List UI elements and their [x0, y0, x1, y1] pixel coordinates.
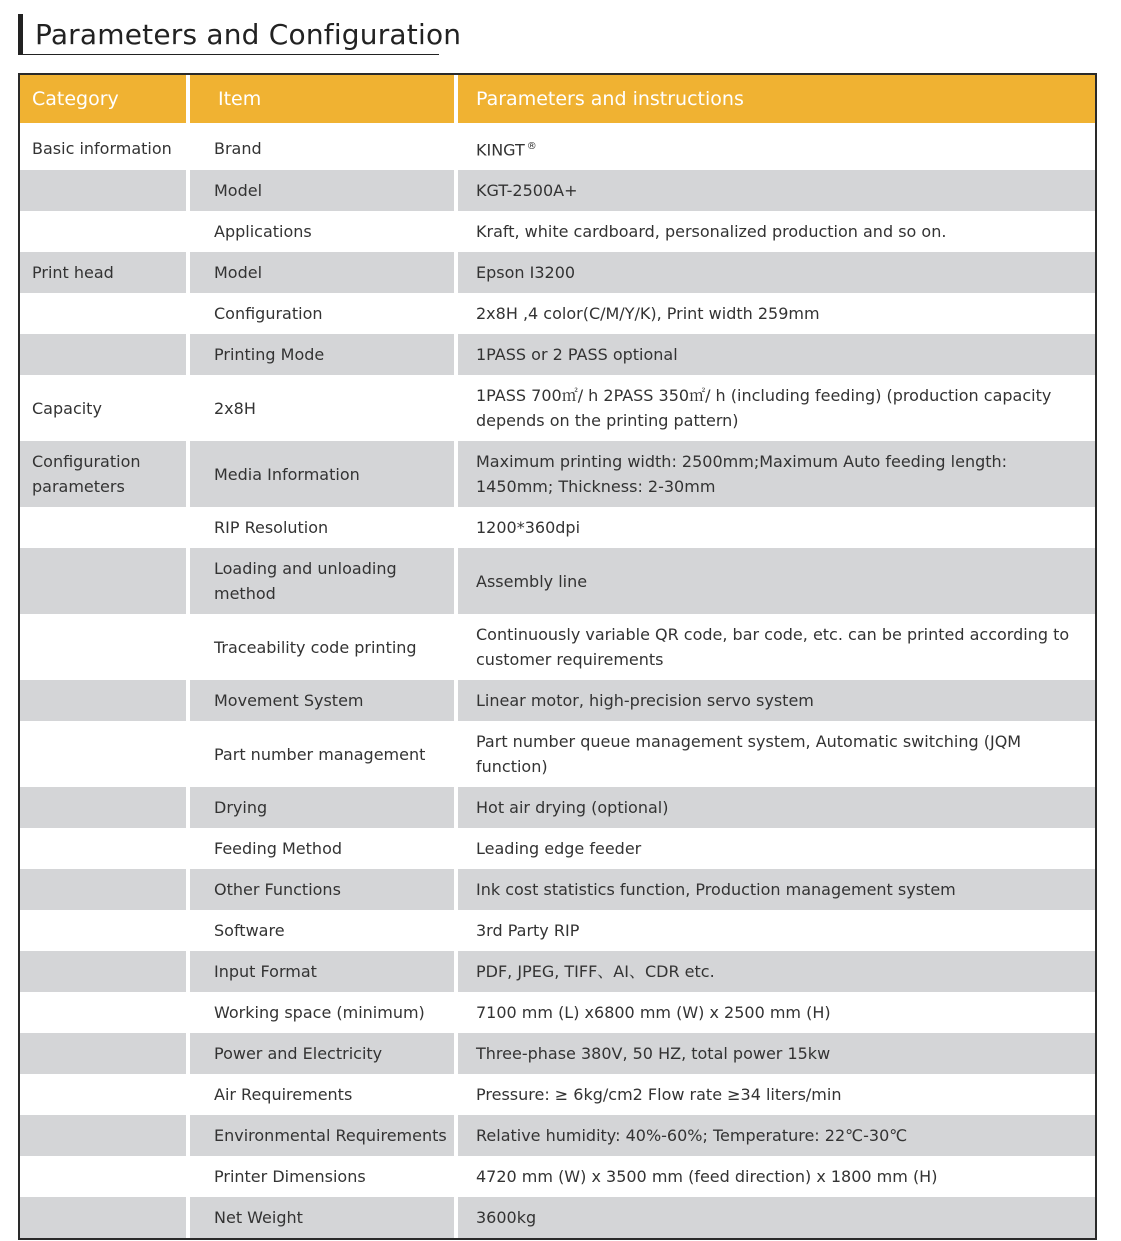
param-cell: [456, 125, 1095, 171]
table-row: [20, 787, 1095, 828]
table-row: [20, 211, 1095, 252]
param-text: 2x8H ,4 color(C/M/Y/K), Print width 259mm: [476, 304, 820, 324]
param-cell: [456, 548, 1095, 614]
param-cell: [456, 375, 1095, 441]
category-cell: [20, 910, 188, 951]
item-cell: Net Weight: [188, 1197, 456, 1238]
category-cell: Configuration parameters: [20, 441, 188, 507]
param-cell: [456, 680, 1095, 721]
param-text: Assembly line: [476, 571, 588, 591]
table-row: [20, 334, 1095, 375]
category-cell: Print head: [20, 252, 188, 293]
table-row: [20, 1197, 1095, 1238]
item-cell: Drying: [188, 787, 456, 828]
param-cell: [456, 992, 1095, 1033]
param-cell: [456, 1197, 1095, 1238]
param-text: Part number queue management system, Automatic switching (JQM function): [476, 732, 1022, 777]
item-cell: Configuration: [188, 293, 456, 334]
param-cell: [456, 1115, 1095, 1156]
item-cell: Media Information: [188, 441, 456, 507]
item-cell: Applications: [188, 211, 456, 252]
param-cell: [456, 951, 1095, 992]
section-heading: [18, 14, 462, 55]
param-cell: [456, 1033, 1095, 1074]
item-cell: Part number management: [188, 721, 456, 787]
table-row: [20, 721, 1095, 787]
table-row: [20, 869, 1095, 910]
param-text: Maximum printing width: 2500mm;Maximum Auto feeding length: 1450mm; Thickness: 2-30mm: [476, 452, 1008, 497]
table-body: [20, 125, 1095, 1239]
item-cell: Printing Mode: [188, 334, 456, 375]
registered-trademark-icon: ®: [526, 141, 537, 152]
category-cell: [20, 1197, 188, 1238]
category-cell: [20, 293, 188, 334]
param-cell: [456, 441, 1095, 507]
table-row: [20, 951, 1095, 992]
category-cell: [20, 1115, 188, 1156]
column-header-params: Parameters and instructions: [456, 75, 1095, 125]
table-row: [20, 1115, 1095, 1156]
param-cell: [456, 1156, 1095, 1197]
item-cell: 2x8H: [188, 375, 456, 441]
category-cell: Capacity: [20, 375, 188, 441]
param-text: 1PASS or 2 PASS optional: [476, 345, 678, 365]
param-text: 1PASS 700㎡/ h 2PASS 350㎡/ h (including feeding) (production capacity depends on the printing pattern): [476, 386, 1052, 431]
category-cell: [20, 1033, 188, 1074]
item-cell: Other Functions: [188, 869, 456, 910]
param-text: 3600kg: [476, 1208, 537, 1228]
table-row: [20, 293, 1095, 334]
category-cell: [20, 1074, 188, 1115]
category-cell: [20, 548, 188, 614]
param-cell: [456, 787, 1095, 828]
item-cell: Model: [188, 170, 456, 211]
param-cell: [456, 828, 1095, 869]
table-header-row: [20, 75, 1095, 125]
table-row: [20, 507, 1095, 548]
param-text: KINGT: [476, 140, 525, 160]
param-text: Leading edge feeder: [476, 839, 642, 859]
table-row: [20, 170, 1095, 211]
category-cell: [20, 334, 188, 375]
spec-table-frame: [18, 73, 1097, 1240]
item-cell: Input Format: [188, 951, 456, 992]
param-cell: [456, 910, 1095, 951]
param-text: Kraft, white cardboard, personalized production and so on.: [476, 222, 947, 242]
param-cell: [456, 293, 1095, 334]
table-row: [20, 828, 1095, 869]
page-title: Parameters and Configuration: [35, 17, 462, 51]
item-cell: Model: [188, 252, 456, 293]
category-cell: [20, 869, 188, 910]
table-row: [20, 375, 1095, 441]
param-text: PDF, JPEG, TIFF、AI、CDR etc.: [476, 962, 715, 982]
table-row: [20, 125, 1095, 171]
category-cell: [20, 170, 188, 211]
category-cell: [20, 614, 188, 680]
param-text: 4720 mm (W) x 3500 mm (feed direction) x 1800 mm (H): [476, 1167, 938, 1187]
table-row: [20, 992, 1095, 1033]
param-text: Linear motor, high-precision servo system: [476, 691, 814, 711]
item-cell: RIP Resolution: [188, 507, 456, 548]
category-cell: [20, 680, 188, 721]
category-cell: [20, 1156, 188, 1197]
param-text: 3rd Party RIP: [476, 921, 580, 941]
param-cell: [456, 334, 1095, 375]
table-row: [20, 1033, 1095, 1074]
param-text: Relative humidity: 40%-60%; Temperature: 22℃-30℃: [476, 1126, 908, 1146]
param-text: 1200*360dpi: [476, 518, 581, 538]
param-cell: [456, 869, 1095, 910]
category-cell: [20, 211, 188, 252]
table-row: [20, 910, 1095, 951]
table-row: [20, 252, 1095, 293]
category-cell: [20, 828, 188, 869]
item-cell: Power and Electricity: [188, 1033, 456, 1074]
param-text: Continuously variable QR code, bar code, etc. can be printed according to customer requirements: [476, 625, 1070, 670]
param-text: KGT-2500A+: [476, 181, 578, 201]
item-cell: Air Requirements: [188, 1074, 456, 1115]
param-cell: [456, 252, 1095, 293]
item-cell: Feeding Method: [188, 828, 456, 869]
param-text: Ink cost statistics function, Production management system: [476, 880, 956, 900]
item-cell: Printer Dimensions: [188, 1156, 456, 1197]
param-cell: [456, 1074, 1095, 1115]
param-cell: [456, 507, 1095, 548]
param-cell: [456, 211, 1095, 252]
column-header-category: Category: [20, 75, 188, 125]
item-cell: Movement System: [188, 680, 456, 721]
item-cell: Traceability code printing: [188, 614, 456, 680]
item-cell: Working space (minimum): [188, 992, 456, 1033]
table-row: [20, 441, 1095, 507]
item-cell: Brand: [188, 125, 456, 171]
param-cell: [456, 721, 1095, 787]
category-cell: [20, 992, 188, 1033]
item-cell: Loading and unloading method: [188, 548, 456, 614]
param-text: Epson I3200: [476, 263, 576, 283]
param-text: Hot air drying (optional): [476, 798, 669, 818]
table-row: [20, 1156, 1095, 1197]
param-text: 7100 mm (L) x6800 mm (W) x 2500 mm (H): [476, 1003, 831, 1023]
table-row: [20, 680, 1095, 721]
spec-table: [20, 75, 1095, 1238]
item-cell: Environmental Requirements: [188, 1115, 456, 1156]
column-header-item: Item: [188, 75, 456, 125]
category-cell: Basic information: [20, 125, 188, 171]
category-cell: [20, 951, 188, 992]
category-cell: [20, 721, 188, 787]
table-row: [20, 614, 1095, 680]
param-cell: [456, 614, 1095, 680]
table-row: [20, 548, 1095, 614]
param-text: Three-phase 380V, 50 HZ, total power 15kw: [476, 1044, 831, 1064]
category-cell: [20, 787, 188, 828]
item-cell: Software: [188, 910, 456, 951]
param-cell: [456, 170, 1095, 211]
category-cell: [20, 507, 188, 548]
table-row: [20, 1074, 1095, 1115]
param-text: Pressure: ≥ 6kg/cm2 Flow rate ≥34 liters/min: [476, 1085, 842, 1105]
